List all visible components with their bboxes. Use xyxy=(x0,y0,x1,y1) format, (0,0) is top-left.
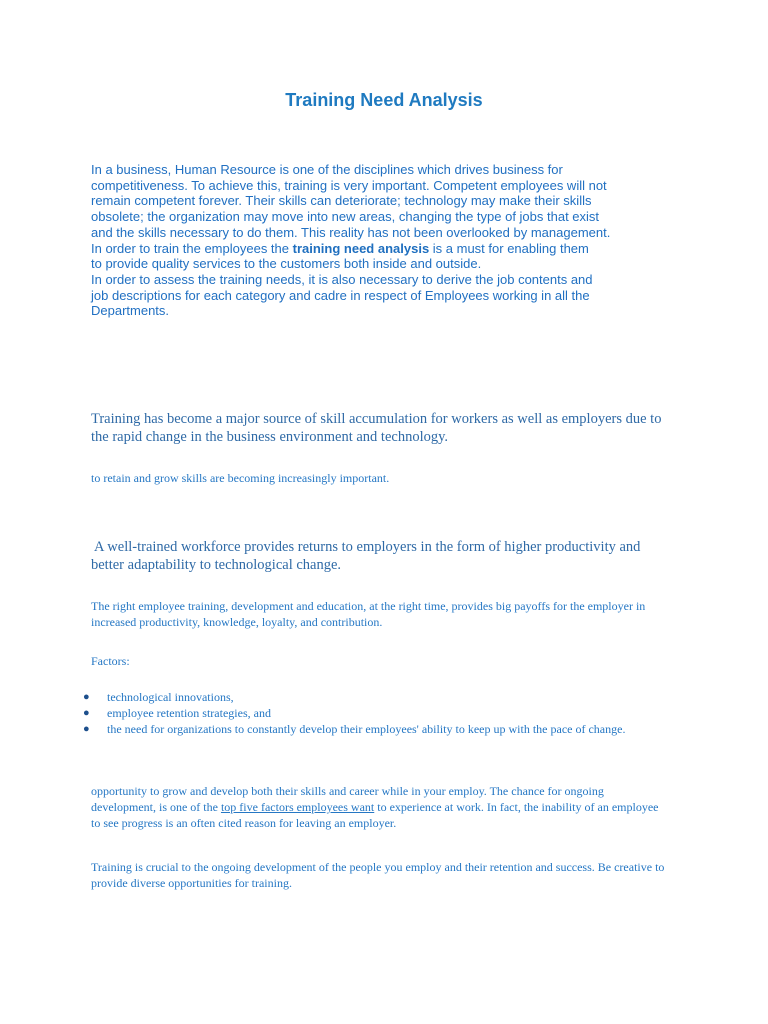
intro-bold-term: training need analysis xyxy=(292,240,430,256)
intro-line xyxy=(91,241,661,257)
factor-text: the need for organizations to constantly develop their employees' ability to keep up with the pace of change. xyxy=(107,721,626,736)
intro-text: is a must for enabling them xyxy=(429,240,589,256)
opportunity-text: opportunity to grow and develop both their skills and career while in your employ. The chance for ongoing development, is one of the xyxy=(91,784,604,814)
top-five-factors-link[interactable]: top five factors employees want xyxy=(220,800,375,814)
intro-line: competitiveness. To achieve this, training is very important. Competent employees will not xyxy=(91,177,607,193)
list-item xyxy=(80,690,680,706)
page-title: Training Need Analysis xyxy=(285,90,483,110)
bullet-icon: ● xyxy=(83,706,90,719)
factor-text: employee retention strategies, and xyxy=(107,705,271,720)
intro-line: Departments. xyxy=(91,303,170,319)
intro-paragraph xyxy=(91,162,661,319)
training-crucial-paragraph: Training is crucial to the ongoing development of the people you employ and their retention and success. Be creative to provide diverse opportunities for training. xyxy=(91,860,665,890)
retain-skills-paragraph: to retain and grow skills are becoming increasingly important. xyxy=(91,471,390,485)
intro-line: In a business, Human Resource is one of the disciplines which drives business for xyxy=(91,162,563,177)
intro-line: remain competent forever. Their skills can deteriorate; technology may make their skills xyxy=(91,193,592,209)
intro-line: and the skills necessary to do them. This reality has not been overlooked by management. xyxy=(91,224,611,240)
list-item xyxy=(80,706,680,722)
factors-label: Factors: xyxy=(91,654,130,668)
training-source-paragraph: Training has become a major source of skill accumulation for workers as well as employers due to the rapid change in the business environment and technology. xyxy=(91,411,662,445)
bullet-icon: ● xyxy=(83,691,90,703)
factor-text: technological innovations, xyxy=(107,690,234,704)
right-training-paragraph: The right employee training, development and education, at the right time, provides big payoffs for the employer in increased productivity, knowledge, loyalty, and contribution. xyxy=(91,599,646,629)
intro-text: In order to train the employees the xyxy=(91,240,293,256)
opportunity-paragraph xyxy=(91,783,666,831)
list-item xyxy=(80,722,677,738)
intro-line: obsolete; the organization may move into new areas, changing the type of jobs that exist xyxy=(91,209,600,225)
intro-line: In order to assess the training needs, it is also necessary to derive the job contents and xyxy=(91,271,593,287)
intro-line: job descriptions for each category and cadre in respect of Employees working in all the xyxy=(91,287,590,303)
factors-list xyxy=(80,690,680,737)
opportunity-text: to experience at work. In fact, the inability of an employee to see progress is an often cited reason for leaving an employer. xyxy=(91,800,659,830)
intro-line: to provide quality services to the customers both inside and outside. xyxy=(91,256,482,272)
bullet-icon: ● xyxy=(83,722,90,735)
workforce-paragraph: A well-trained workforce provides returns to employers in the form of higher productivity and better adaptability to technological change. xyxy=(91,539,641,573)
